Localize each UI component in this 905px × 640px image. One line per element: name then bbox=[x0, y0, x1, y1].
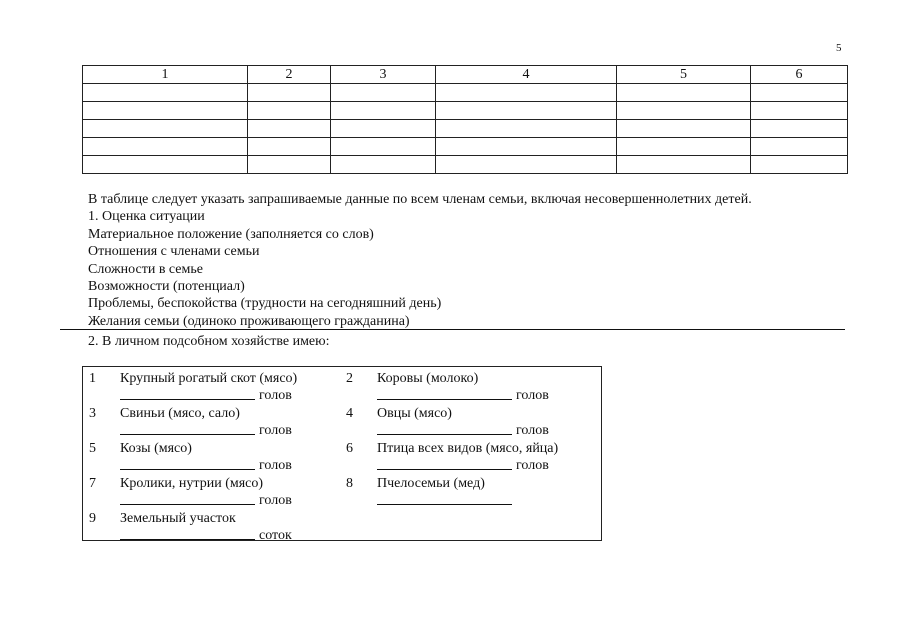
column-header: 4 bbox=[436, 66, 617, 84]
item-unit: голов bbox=[516, 458, 549, 473]
item-label: Пчелосемьи (мед) bbox=[377, 476, 485, 491]
table-cell[interactable] bbox=[83, 138, 248, 156]
column-header: 2 bbox=[248, 66, 331, 84]
table-cell[interactable] bbox=[83, 102, 248, 120]
table-cell[interactable] bbox=[331, 120, 436, 138]
table-header-row bbox=[83, 66, 848, 84]
item-number: 4 bbox=[346, 406, 353, 421]
table-cell[interactable] bbox=[436, 120, 617, 138]
table-cell[interactable] bbox=[83, 156, 248, 174]
fill-line[interactable] bbox=[120, 527, 255, 540]
horizontal-rule bbox=[60, 329, 845, 330]
table-cell[interactable] bbox=[331, 102, 436, 120]
table-cell[interactable] bbox=[331, 156, 436, 174]
table-cell[interactable] bbox=[617, 156, 751, 174]
item-unit: соток bbox=[259, 528, 292, 543]
item-label: Коровы (молоко) bbox=[377, 371, 479, 386]
item-number: 5 bbox=[89, 441, 96, 456]
table-cell[interactable] bbox=[751, 84, 848, 102]
fill-line[interactable] bbox=[377, 457, 512, 470]
table-row bbox=[83, 156, 848, 174]
item-unit: голов bbox=[259, 493, 292, 508]
item-number: 9 bbox=[89, 511, 96, 526]
table-cell[interactable] bbox=[751, 120, 848, 138]
table-cell[interactable] bbox=[436, 84, 617, 102]
item-unit: голов bbox=[259, 458, 292, 473]
table-cell[interactable] bbox=[617, 102, 751, 120]
table-cell[interactable] bbox=[331, 138, 436, 156]
item-label: Свиньи (мясо, сало) bbox=[120, 406, 240, 421]
item-label: Птица всех видов (мясо, яйца) bbox=[377, 441, 559, 456]
item-number: 7 bbox=[89, 476, 96, 491]
table-row bbox=[83, 84, 848, 102]
instructions-text bbox=[88, 191, 752, 330]
paragraph-possibilities: Возможности (потенциал) bbox=[88, 279, 245, 295]
item-number: 1 bbox=[89, 371, 96, 386]
table-cell[interactable] bbox=[617, 120, 751, 138]
table-cell[interactable] bbox=[331, 84, 436, 102]
table-cell[interactable] bbox=[436, 138, 617, 156]
paragraph-relations: Отношения с членами семьи bbox=[88, 244, 260, 260]
column-header: 6 bbox=[751, 66, 848, 84]
fill-line[interactable] bbox=[120, 387, 255, 400]
fill-line[interactable] bbox=[120, 422, 255, 435]
item-number: 6 bbox=[346, 441, 353, 456]
item-unit: голов bbox=[516, 423, 549, 438]
table-cell[interactable] bbox=[248, 84, 331, 102]
item-label: Кролики, нутрии (мясо) bbox=[120, 476, 264, 491]
table-row bbox=[83, 120, 848, 138]
item-unit: голов bbox=[259, 388, 292, 403]
fill-line[interactable] bbox=[377, 387, 512, 400]
section-1-title: 1. Оценка ситуации bbox=[88, 209, 205, 225]
paragraph-wishes: Желания семьи (одиноко проживающего гражданина) bbox=[88, 313, 410, 329]
fill-line[interactable] bbox=[377, 492, 512, 505]
item-unit: голов bbox=[259, 423, 292, 438]
item-number: 8 bbox=[346, 476, 353, 491]
table-cell[interactable] bbox=[248, 156, 331, 174]
table-row bbox=[83, 102, 848, 120]
table-instruction: В таблице следует указать запрашиваемые данные по всем членам семьи, включая несовершеннолетних детей. bbox=[88, 192, 752, 207]
item-unit: голов bbox=[516, 388, 549, 403]
item-label: Земельный участок bbox=[120, 511, 236, 526]
fill-line[interactable] bbox=[120, 492, 255, 505]
table-cell[interactable] bbox=[436, 156, 617, 174]
table-cell[interactable] bbox=[248, 120, 331, 138]
column-header: 1 bbox=[83, 66, 248, 84]
paragraph-difficulties: Сложности в семье bbox=[88, 261, 203, 277]
item-label: Козы (мясо) bbox=[120, 441, 192, 456]
table-cell[interactable] bbox=[617, 138, 751, 156]
fill-line[interactable] bbox=[120, 457, 255, 470]
item-number: 3 bbox=[89, 406, 96, 421]
table-cell[interactable] bbox=[751, 102, 848, 120]
table-cell[interactable] bbox=[436, 102, 617, 120]
table-cell[interactable] bbox=[617, 84, 751, 102]
table-cell[interactable] bbox=[83, 120, 248, 138]
column-header: 3 bbox=[331, 66, 436, 84]
table-cell[interactable] bbox=[751, 138, 848, 156]
table-row bbox=[83, 138, 848, 156]
fill-line[interactable] bbox=[377, 422, 512, 435]
page-number: 5 bbox=[836, 42, 842, 54]
column-header: 5 bbox=[617, 66, 751, 84]
item-label: Крупный рогатый скот (мясо) bbox=[120, 371, 298, 386]
table-cell[interactable] bbox=[83, 84, 248, 102]
table-cell[interactable] bbox=[248, 138, 331, 156]
item-number: 2 bbox=[346, 371, 353, 386]
table-cell[interactable] bbox=[751, 156, 848, 174]
section-2-title: 2. В личном подсобном хозяйстве имею: bbox=[88, 334, 330, 349]
family-members-table bbox=[82, 65, 848, 174]
household-box bbox=[82, 366, 602, 541]
item-label: Овцы (мясо) bbox=[377, 406, 452, 421]
paragraph-material: Материальное положение (заполняется со слов) bbox=[88, 226, 374, 242]
paragraph-problems: Проблемы, беспокойства (трудности на сегодняшний день) bbox=[88, 296, 442, 312]
table-cell[interactable] bbox=[248, 102, 331, 120]
